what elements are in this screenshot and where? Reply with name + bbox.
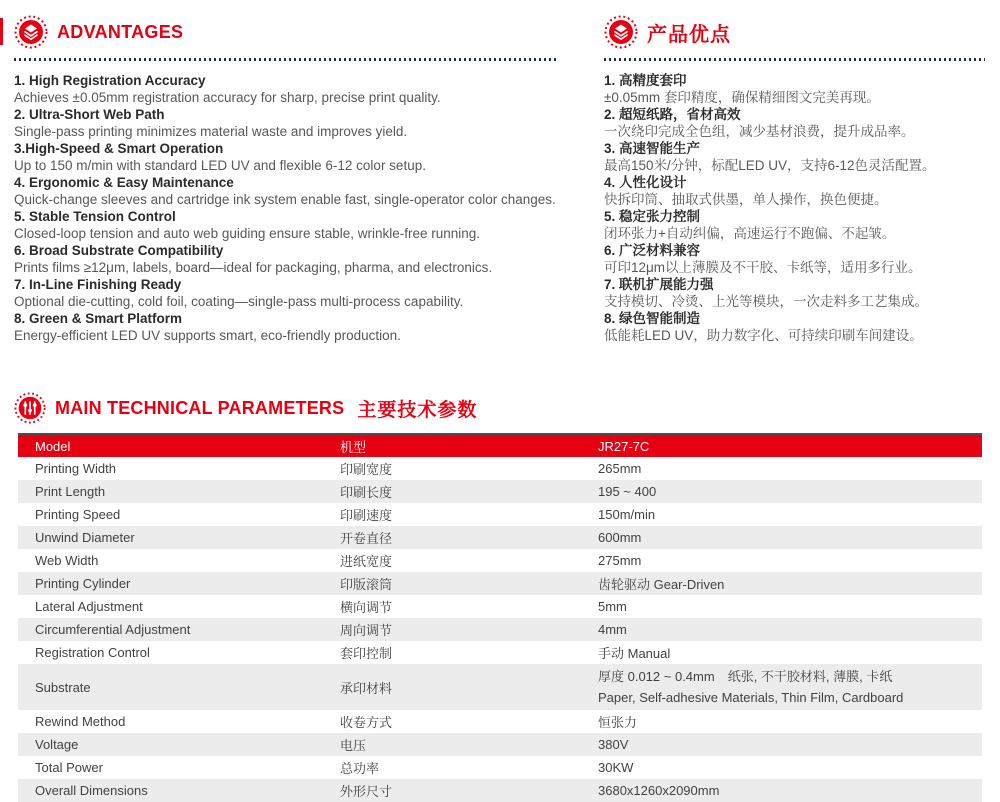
param-value: 齿轮驱动 Gear-Driven xyxy=(598,572,982,595)
param-name-en: Circumferential Adjustment xyxy=(18,618,340,641)
item-heading: 7. In-Line Finishing Ready xyxy=(14,277,182,292)
param-value xyxy=(598,664,982,710)
item-body: 最高150米/分钟，标配LED UV，支持6-12色灵活配置。 xyxy=(604,158,936,173)
param-name-en: Printing Width xyxy=(35,461,116,476)
parameters-title-en: MAIN TECHNICAL PARAMETERS xyxy=(55,397,345,418)
sliders-icon xyxy=(14,392,46,424)
param-value: 5mm xyxy=(598,599,627,614)
advantages-cn-header xyxy=(604,15,985,49)
param-name-cn: 周向调节 xyxy=(340,618,598,641)
item-heading: 3. 高速智能生产 xyxy=(604,141,701,156)
header-model-cn: 机型 xyxy=(340,434,598,457)
param-name-en: Registration Control xyxy=(35,645,150,660)
item-heading: 4. Ergonomic & Easy Maintenance xyxy=(14,175,234,190)
param-name-en: Unwind Diameter xyxy=(18,526,340,549)
list-item xyxy=(14,276,557,310)
item-body: Optional die-cutting, cold foil, coating—single-pass multi-process capability. xyxy=(14,294,464,309)
item-heading: 2. Ultra-Short Web Path xyxy=(14,107,165,122)
dotted-divider xyxy=(14,58,557,61)
param-name-cn: 进纸宽度 xyxy=(340,554,393,569)
table-row xyxy=(18,549,982,572)
item-body: 闭环张力+自动纠偏，高速运行不跑偏、不起皱。 xyxy=(604,226,896,241)
item-heading: 3.High-Speed & Smart Operation xyxy=(14,141,224,156)
param-value-line2: Paper, Self-adhesive Materials, Thin Film, Cardboard xyxy=(598,690,904,705)
param-name-en: Printing Speed xyxy=(35,507,121,522)
layers-icon xyxy=(604,15,638,49)
header-model-value: JR27-7C xyxy=(598,434,982,457)
list-item xyxy=(14,242,557,276)
item-heading: 6. Broad Substrate Compatibility xyxy=(14,243,224,258)
param-value: 恒张力 xyxy=(598,715,638,730)
param-name-cn: 开卷直径 xyxy=(340,526,598,549)
advantages-section xyxy=(14,15,557,344)
item-heading: 5. Stable Tension Control xyxy=(14,209,176,224)
table-row xyxy=(18,710,982,733)
list-item xyxy=(604,174,985,208)
item-body: Up to 150 m/min with standard LED UV and flexible 6-12 color setup. xyxy=(14,158,426,173)
item-body: Achieves ±0.05mm registration accuracy for sharp, precise print quality. xyxy=(14,90,441,105)
param-value: 3680x1260x2090mm xyxy=(598,779,982,802)
list-item xyxy=(14,140,557,174)
param-name-en: Substrate xyxy=(18,664,340,710)
param-value: 30KW xyxy=(598,760,634,775)
param-value: 600mm xyxy=(598,526,982,549)
item-body: Closed-loop tension and auto web guiding ensure stable, wrinkle-free running. xyxy=(14,226,481,241)
item-heading: 7. 联机扩展能力强 xyxy=(604,277,714,292)
item-body: 低能耗LED UV，助力数字化、可持续印刷车间建设。 xyxy=(604,328,923,343)
parameters-title-cn: 主要技术参数 xyxy=(357,399,478,421)
table-row xyxy=(18,457,982,480)
item-body: 一次绕印完成全色组，减少基材浪费，提升成品率。 xyxy=(604,124,915,139)
param-value: 手动 Manual xyxy=(598,646,671,661)
param-name-cn: 电压 xyxy=(340,733,598,756)
list-item xyxy=(14,72,557,106)
advantages-header xyxy=(14,15,557,49)
table-row xyxy=(18,503,982,526)
list-item xyxy=(14,106,557,140)
layers-icon xyxy=(14,15,48,49)
item-heading: 5. 稳定张力控制 xyxy=(604,209,701,224)
parameters-table xyxy=(18,433,982,802)
item-heading: 8. Green & Smart Platform xyxy=(14,311,183,326)
table-row xyxy=(18,526,982,549)
item-body: Quick-change sleeves and cartridge ink system enable fast, single-operator color changes. xyxy=(14,192,556,207)
item-body: 可印12μm以上薄膜及不干胶、卡纸等，适用多行业。 xyxy=(604,260,922,275)
parameters-header xyxy=(0,391,1000,425)
list-item xyxy=(604,276,985,310)
list-item xyxy=(14,208,557,242)
list-item xyxy=(604,72,985,106)
advantages-title: ADVANTAGES xyxy=(57,21,184,42)
param-name-cn: 印版滚筒 xyxy=(340,572,598,595)
param-name-cn: 套印控制 xyxy=(340,646,393,661)
param-name-cn: 外形尺寸 xyxy=(340,779,598,802)
param-name-cn: 印刷长度 xyxy=(340,480,598,503)
item-body: 支持模切、冷烫、上光等模块，一次走料多工艺集成。 xyxy=(604,294,928,309)
list-item xyxy=(604,208,985,242)
param-name-cn: 收卷方式 xyxy=(340,715,393,730)
advantages-list xyxy=(14,72,557,344)
param-name-cn: 印刷宽度 xyxy=(340,462,393,477)
list-item xyxy=(604,310,985,344)
param-name-en: Rewind Method xyxy=(35,714,126,729)
param-name-en: Overall Dimensions xyxy=(18,779,340,802)
param-name-cn: 承印材料 xyxy=(340,664,598,710)
header-model-en: Model xyxy=(18,434,340,457)
advantages-cn-title: 产品优点 xyxy=(647,23,731,46)
param-name-cn: 总功率 xyxy=(340,761,380,776)
table-row xyxy=(18,618,982,641)
list-item xyxy=(14,174,557,208)
param-name-en: Print Length xyxy=(18,480,340,503)
table-row xyxy=(18,779,982,802)
item-heading: 1. 高精度套印 xyxy=(604,73,687,88)
table-row xyxy=(18,664,982,710)
param-name-en: Printing Cylinder xyxy=(18,572,340,595)
table-row xyxy=(18,572,982,595)
parameters-section xyxy=(0,391,1000,802)
table-row xyxy=(18,641,982,664)
item-heading: 8. 绿色智能制造 xyxy=(604,311,701,326)
param-name-en: Lateral Adjustment xyxy=(35,599,143,614)
param-name-en: Total Power xyxy=(35,760,103,775)
table-row xyxy=(18,595,982,618)
table-header-row xyxy=(18,434,982,457)
param-value: 275mm xyxy=(598,553,642,568)
item-body: Energy-efficient LED UV supports smart, eco-friendly production. xyxy=(14,328,401,343)
param-value: 150m/min xyxy=(598,507,656,522)
item-heading: 2. 超短纸路，省材高效 xyxy=(604,107,741,122)
item-body: Prints films ≥12μm, labels, board—ideal for packaging, pharma, and electronics. xyxy=(14,260,493,275)
item-body: ±0.05mm 套印精度，确保精细图文完美再现。 xyxy=(604,90,880,105)
list-item xyxy=(604,140,985,174)
list-item xyxy=(14,310,557,344)
list-item xyxy=(604,242,985,276)
param-name-en: Voltage xyxy=(18,733,340,756)
param-value: 380V xyxy=(598,733,982,756)
advantages-cn-section xyxy=(604,15,985,344)
page-edge-accent xyxy=(0,18,3,45)
advantages-cn-list xyxy=(604,72,985,344)
param-value: 265mm xyxy=(598,461,642,476)
param-value: 4mm xyxy=(598,618,982,641)
table-row xyxy=(18,480,982,503)
table-row xyxy=(18,733,982,756)
item-heading: 6. 广泛材料兼容 xyxy=(604,243,701,258)
param-value-line1: 厚度 0.012 ~ 0.4mm 纸张, 不干胶材料, 薄膜, 卡纸 xyxy=(598,669,893,684)
item-body: Single-pass printing minimizes material waste and improves yield. xyxy=(14,124,408,139)
param-name-cn: 印刷速度 xyxy=(340,508,393,523)
item-body: 快拆印筒、抽取式供墨，单人操作，换色便捷。 xyxy=(604,192,888,207)
param-value: 195 ~ 400 xyxy=(598,480,982,503)
item-heading: 1. High Registration Accuracy xyxy=(14,73,206,88)
param-name-cn: 横向调节 xyxy=(340,600,393,615)
dotted-divider xyxy=(604,58,985,61)
item-heading: 4. 人性化设计 xyxy=(604,175,687,190)
list-item xyxy=(604,106,985,140)
param-name-en: Web Width xyxy=(35,553,99,568)
table-row xyxy=(18,756,982,779)
